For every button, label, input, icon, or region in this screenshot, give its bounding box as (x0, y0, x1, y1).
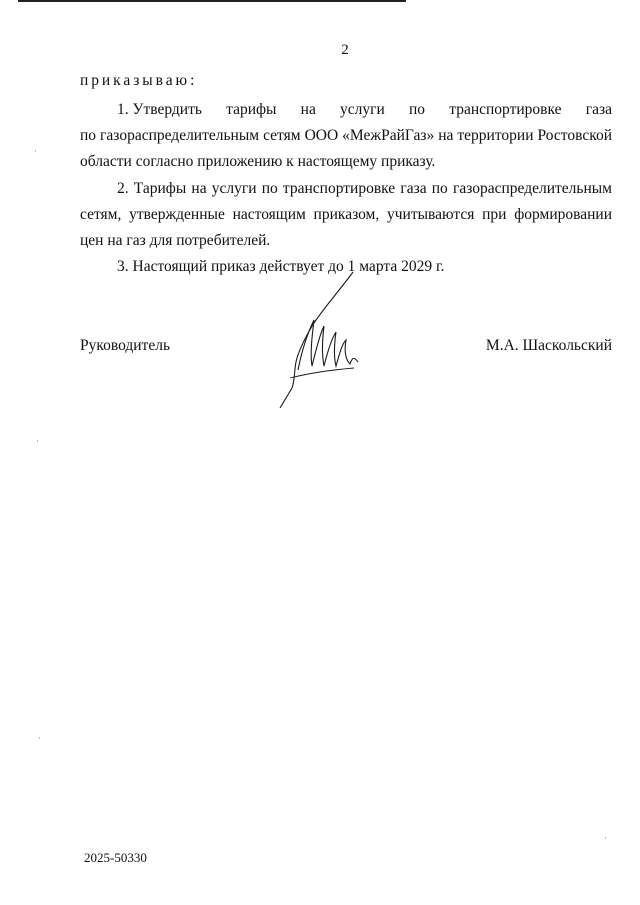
scan-speck: · (34, 146, 37, 156)
paragraph-item-3: 3. Настоящий приказ действует до 1 марта 2029 г. (117, 258, 445, 275)
decree-word: приказываю: (80, 72, 198, 89)
item-1-word: тарифы (226, 101, 277, 118)
item-1-word: 1. Утвердить (117, 101, 202, 118)
item-1-word: транспортировке (449, 101, 562, 118)
item-1-word: газа (585, 101, 612, 118)
handwritten-signature (270, 270, 370, 410)
signatory-title: Руководитель (80, 337, 171, 354)
scan-speck: · (36, 436, 39, 446)
item-1-word: услуги (340, 101, 385, 118)
item-1-first-line (80, 97, 612, 123)
item-1-word: по (409, 101, 426, 118)
paragraph-item-1 (80, 97, 612, 175)
scan-speck: · (604, 833, 607, 843)
signatory-name: М.А. Шаскольский (485, 337, 612, 354)
paragraph-item-2: 2. Тарифы на услуги по транспортировке газа по газораспределительным сетям, утвержденные настоящим приказом, учитываются при формировании цен на газ для потребителей. (80, 180, 612, 249)
item-1-continuation: по газораспределительным сетям ООО «МежРайГаз» на территории Ростовской области согласно приложению к настоящему приказу. (80, 127, 612, 170)
scan-top-edge-line (18, 0, 406, 2)
item-1-word: на (300, 101, 316, 118)
scan-speck: · (38, 733, 41, 743)
document-id: 2025-50330 (84, 850, 147, 865)
page-number: 2 (341, 42, 349, 58)
